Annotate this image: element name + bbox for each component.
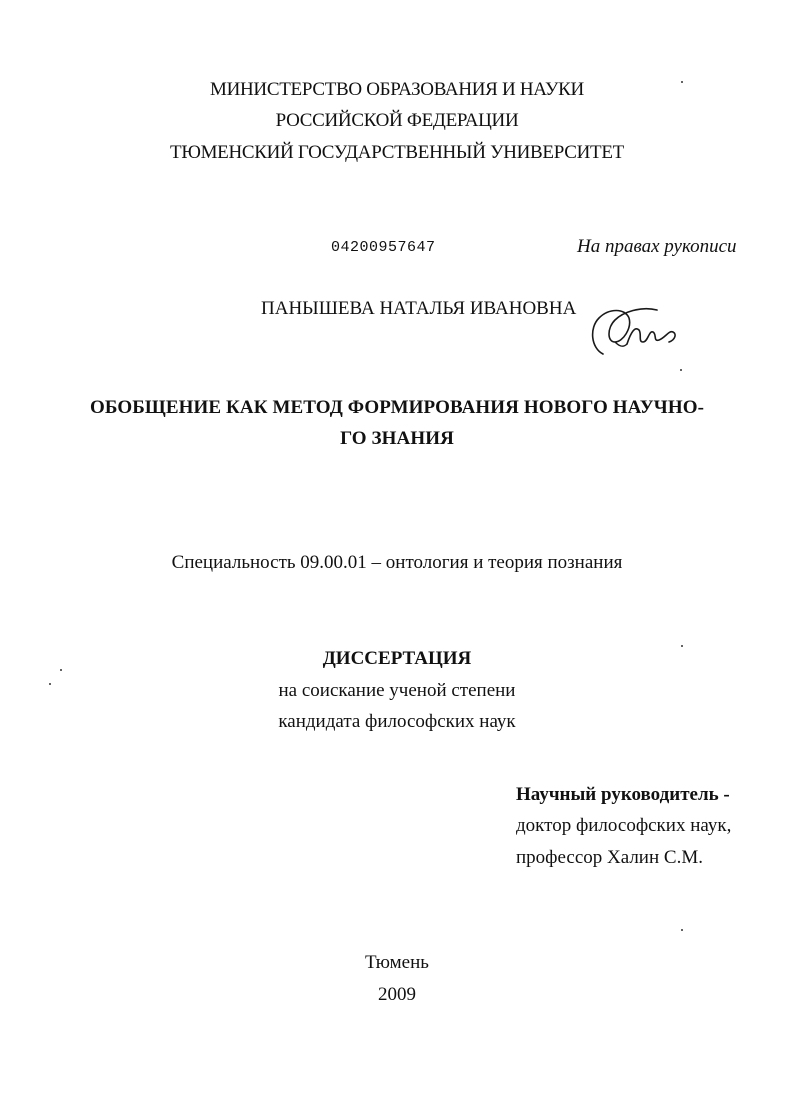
thesis-title-line-1: ОБОБЩЕНИЕ КАК МЕТОД ФОРМИРОВАНИЯ НОВОГО НАУЧНО- <box>89 397 705 418</box>
author-name: ПАНЫШЕВА НАТАЛЬЯ ИВАНОВНА <box>261 298 577 319</box>
thesis-title-line-2: ГО ЗНАНИЯ <box>340 428 454 449</box>
work-type-heading: ДИССЕРТАЦИЯ <box>322 648 472 669</box>
catalog-code: 04200957647 <box>331 239 436 256</box>
year: 2009 <box>378 984 416 1005</box>
scan-speck <box>60 669 62 671</box>
signature-image <box>585 296 685 358</box>
supervisor-degree: доктор философских наук, <box>516 815 732 836</box>
scan-speck <box>681 81 683 83</box>
city: Тюмень <box>365 952 429 973</box>
specialty: Специальность 09.00.01 – онтология и теория познания <box>171 552 623 573</box>
scan-speck <box>49 683 51 685</box>
degree-line-1: на соискание ученой степени <box>278 680 516 701</box>
scan-speck <box>681 929 683 931</box>
supervisor-label: Научный руководитель - <box>516 784 730 805</box>
supervisor-name: профессор Халин С.М. <box>516 847 703 868</box>
ministry-line-2: РОССИЙСКОЙ ФЕДЕРАЦИИ <box>275 110 519 131</box>
ministry-line-1: МИНИСТЕРСТВО ОБРАЗОВАНИЯ И НАУКИ <box>210 79 584 100</box>
manuscript-note: На правах рукописи <box>577 236 737 257</box>
scan-speck <box>681 645 683 647</box>
degree-line-2: кандидата философских наук <box>278 711 516 732</box>
scan-speck <box>680 369 682 371</box>
university-name: ТЮМЕНСКИЙ ГОСУДАРСТВЕННЫЙ УНИВЕРСИТЕТ <box>170 142 624 163</box>
